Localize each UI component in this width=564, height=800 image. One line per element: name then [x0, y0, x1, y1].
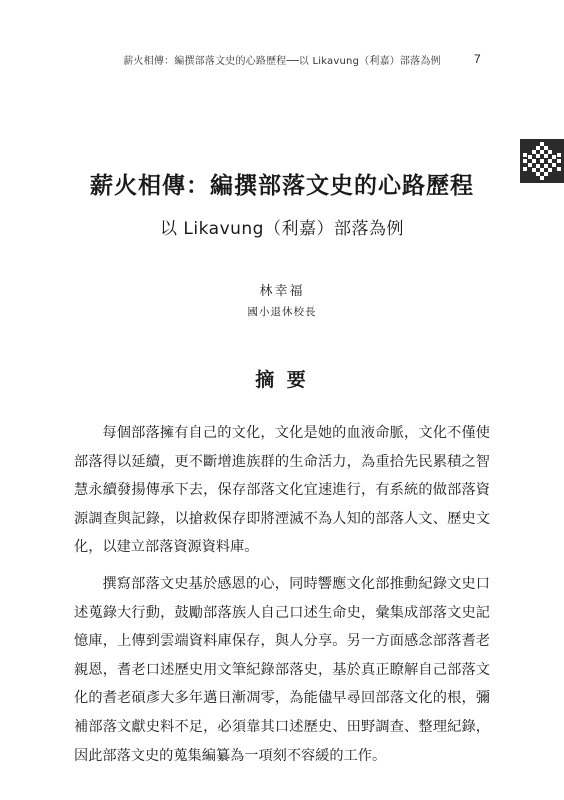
- abstract-body: [74, 419, 490, 778]
- running-header: 薪火相傳：編撰部落文史的心路歷程──以 Likavung（利嘉）部落為例: [123, 56, 441, 67]
- author-name: 林幸福: [259, 284, 305, 299]
- author-affiliation: 國小退休校長: [247, 306, 317, 318]
- abstract-paragraph: 撰寫部落文史基於感恩的心，同時響應文化部推動紀錄文史口述蒐錄大行動，鼓勵部落族人自己口述生命史，彙集成部落文史記憶庫，上傳到雲端資料庫保存，與人分享。另一方面感念部落耆老親恩，耆老口述歷史用文筆紀錄部落史，基於真正瞭解自己部落文化的耆老碩彥大多年邁日漸凋零，為能儘早尋回部落文化的根，彌補部落文獻史料不足，必須靠其口述歷史、田野調查、整理紀錄，因此部落文史的蒐集編纂為一項刻不容緩的工作。: [74, 575, 490, 764]
- abstract-heading: 摘 要: [255, 369, 309, 391]
- page-number: 7: [474, 52, 481, 66]
- article-title: 薪火相傳：編撰部落文史的心路歷程: [90, 172, 474, 199]
- article-subtitle: 以 Likavung（利嘉）部落為例: [160, 219, 404, 239]
- abstract-paragraph: 每個部落擁有自己的文化，文化是她的血液命脈，文化不僅使部落得以延續，更不斷增進族群的生命活力，為重拾先民累積之智慧永續發揚傳承下去，保存部落文化宜速進行，有系統的做部落資源調查與記錄，以搶救保存即將湮滅不為人知的部落人文、歷史文化，以建立部落資源資料庫。: [74, 425, 490, 556]
